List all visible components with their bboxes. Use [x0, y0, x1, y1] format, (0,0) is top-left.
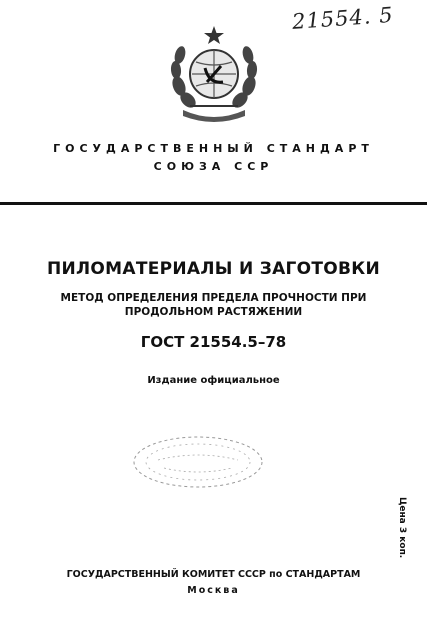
handwritten-document-number: 21554. 5 [291, 2, 395, 34]
ussr-state-emblem-icon [165, 24, 263, 126]
document-title: ПИЛОМАТЕРИАЛЫ И ЗАГОТОВКИ [46, 259, 381, 279]
standard-number: ГОСТ 21554.5–78 [140, 333, 287, 351]
publisher-committee: ГОСУДАРСТВЕННЫЙ КОМИТЕТ СССР по СТАНДАРТАМ [66, 569, 361, 580]
library-stamp-icon [128, 432, 268, 492]
ussr-heading: СОЮЗА ССР [153, 160, 274, 173]
state-standard-heading: ГОСУДАРСТВЕННЫЙ СТАНДАРТ [53, 142, 374, 155]
edition-note: Издание официальное [147, 375, 280, 386]
document-subtitle: МЕТОД ОПРЕДЕЛЕНИЯ ПРЕДЕЛА ПРОЧНОСТИ ПРИ ПРОДОЛЬНОМ РАСТЯЖЕНИИ [60, 292, 367, 318]
divider-rule [0, 202, 427, 205]
publication-city: Москва [187, 585, 240, 596]
price-label: Цена 3 коп. [397, 497, 407, 559]
